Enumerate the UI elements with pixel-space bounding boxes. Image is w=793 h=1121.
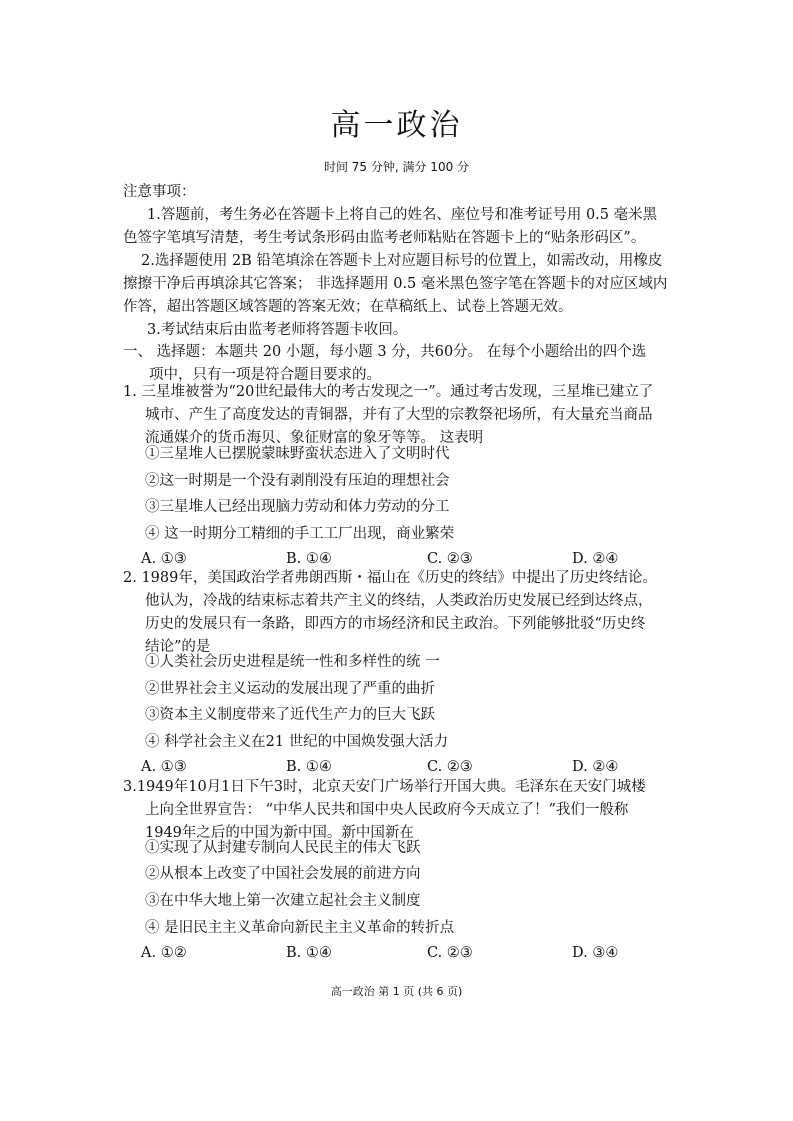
question-1-stem	[123, 381, 683, 450]
stem-line: 历史的发展只有一条路，即西方的市场经济和民主政治。下列能够批驳“历史终	[145, 616, 646, 632]
option-statement: ①人类社会历史进程是统一性和多样性的统 一	[145, 654, 440, 670]
question-2-stem	[123, 567, 683, 659]
stem-line: 2. 1989年，美国政治学者弗朗西斯・福山在《历史的终结》中提出了历史终结论。	[123, 570, 657, 586]
stem-line: 流通媒介的货币海贝、象征财富的象牙等等。 这表明	[145, 430, 484, 446]
page-footer: 高一政治 第 1 页 (共 6 页)	[330, 985, 463, 998]
notice-line: 擦擦干净后再填涂其它答案； 非选择题用 0.5 毫米黑色签字笔在答题卡的对应区域内	[123, 276, 668, 292]
stem-line: 城市、产生了高度发达的青铜器，并有了大型的宗教祭祀场所，有大量充当商品	[145, 407, 653, 423]
option-statement: ④ 这一时期分工精细的手工工厂出现，商业繁荣	[145, 526, 455, 542]
answer-choice-b: B. ①④	[286, 551, 332, 567]
notice-block	[123, 181, 683, 342]
stem-line: 3.1949年10月1日下午3时，北京天安门广场举行开国大典。毛泽东在天安门城楼	[123, 779, 646, 795]
notice-line: 3.考试结束后由监考老师将答题卡收回。	[147, 322, 408, 338]
exam-time-info: 时间 75 分钟, 满分 100 分	[323, 160, 470, 174]
option-statement: ②从根本上改变了中国社会发展的前进方向	[145, 866, 421, 882]
option-statement: ①实现了从封建专制向人民民主的伟大飞跃	[145, 840, 421, 856]
section-line: 一、 选择题：本题共 20 小题，每小题 3 分，共60分。 在每个小题给出的四个选	[123, 344, 647, 360]
option-statement: ③三星堆人已经出现脑力劳动和体力劳动的分工	[145, 499, 450, 515]
stem-line: 1. 三星堆被誉为“20世纪最伟大的考古发现之一”。通过考古发现，三星堆已建立了	[123, 384, 654, 400]
answer-choice-c: C. ②③	[427, 759, 473, 775]
notice-line: 色签字笔填写清楚，考生考试条形码由监考老师粘贴在答题卡上的“贴条形码区”。	[123, 230, 646, 246]
option-statement: ②这一时期是一个没有剥削没有压迫的理想社会	[145, 473, 450, 489]
section-line: 项中，只有一项是符合题目要求的。	[149, 367, 381, 383]
answer-choice-c: C. ②③	[427, 551, 473, 567]
answer-choice-a: A. ①③	[141, 759, 187, 775]
answer-choice-d: D. ②④	[572, 759, 619, 775]
option-statement: ③资本主义制度带来了近代生产力的巨大飞跃	[145, 707, 435, 723]
stem-line: 上向全世界宣告： “中华人民共和国中央人民政府今天成立了！”我们一般称	[145, 802, 629, 818]
answer-choice-b: B. ①④	[286, 759, 332, 775]
page-title: 高一政治	[330, 108, 463, 143]
answer-choice-c: C. ②③	[427, 945, 473, 961]
answer-choice-d: D. ③④	[572, 945, 619, 961]
answer-choice-a: A. ①②	[141, 945, 187, 961]
notice-line: 作答，超出答题区域答题的答案无效；在草稿纸上、试卷上答题无效。	[123, 299, 573, 315]
option-statement: ①三星堆人已摆脱蒙昧野蛮状态进入了文明时代	[145, 446, 450, 462]
stem-line: 结论”的是	[145, 639, 211, 655]
option-statement: ③在中华大地上第一次建立起社会主义制度	[145, 893, 421, 909]
question-3-stem	[123, 776, 683, 845]
notice-heading: 注意事项：	[123, 184, 196, 200]
answer-choice-b: B. ①④	[286, 945, 332, 961]
option-statement: ④ 科学社会主义在21 世纪的中国焕发强大活力	[145, 734, 449, 750]
option-statement: ②世界社会主义运动的发展出现了严重的曲折	[145, 681, 435, 697]
notice-line: 1.答题前，考生务必在答题卡上将自己的姓名、座位号和准考证号用 0.5 毫米黑	[147, 207, 658, 223]
option-statement: ④ 是旧民主主义革命向新民主主义革命的转折点	[145, 920, 455, 936]
stem-line: 1949年之后的中国为新中国。新中国新在	[145, 825, 414, 841]
answer-choice-d: D. ②④	[572, 551, 619, 567]
answer-choice-a: A. ①③	[141, 551, 187, 567]
stem-line: 他认为，冷战的结束标志着共产主义的终结，人类政治历史发展已经到达终点，	[145, 593, 653, 609]
notice-line: 2.选择题使用 2B 铅笔填涂在答题卡上对应题目标号的位置上，如需改动，用橡皮	[141, 253, 663, 269]
